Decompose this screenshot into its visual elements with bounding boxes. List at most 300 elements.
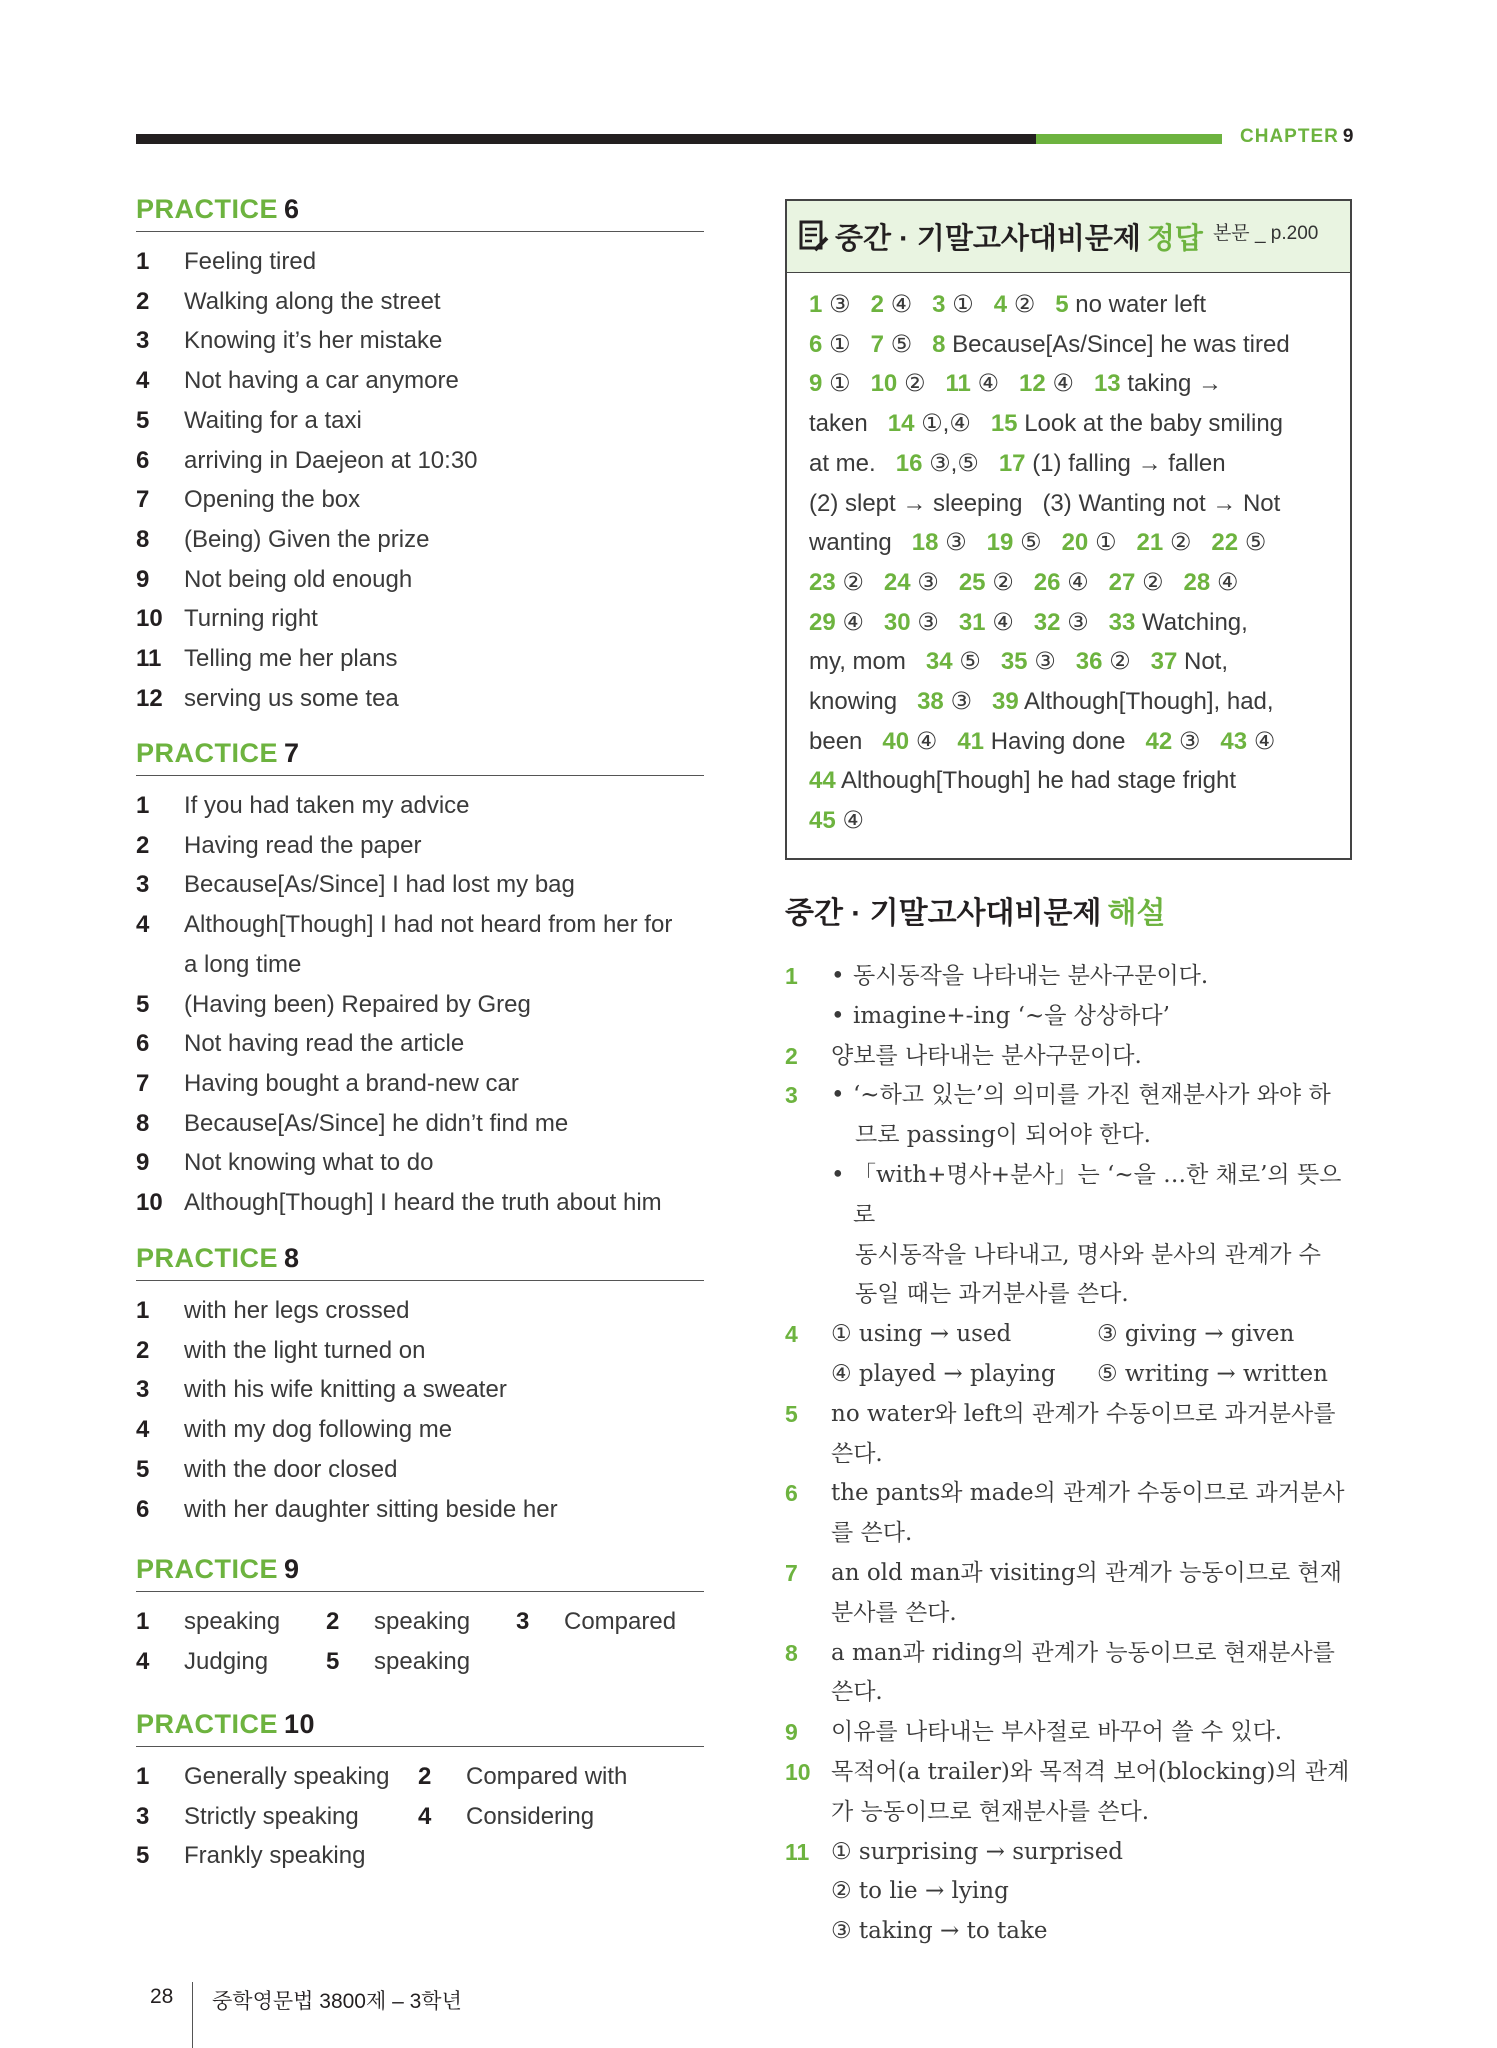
answer-number: 38	[917, 688, 944, 716]
solution-row	[785, 1156, 1355, 1236]
chapter-label: CHAPTER 9	[1240, 126, 1355, 147]
answer-number: 28	[1183, 568, 1211, 596]
solution-number	[785, 1872, 831, 1912]
item-text: Considering	[466, 1802, 595, 1830]
answer-number: 34	[925, 648, 953, 676]
answer-value: ④	[915, 727, 938, 755]
answer-number: 30	[883, 608, 911, 636]
answer-line	[809, 285, 1330, 325]
list-item	[136, 321, 704, 361]
item-text: If you had taken my advice	[184, 792, 470, 819]
answer-line	[809, 563, 1330, 603]
solution-row	[785, 1594, 1355, 1634]
answer-line	[809, 404, 1330, 444]
answer-number: 11	[945, 370, 971, 398]
answer-line	[809, 325, 1330, 365]
list-item	[136, 599, 704, 639]
header-rule-green	[1036, 134, 1222, 144]
answer-value: taking →	[1127, 370, 1223, 398]
list-item	[136, 1642, 326, 1682]
answer-value: ②	[903, 370, 926, 398]
answer-line	[809, 722, 1330, 762]
answer-value: ①	[952, 291, 974, 318]
list-item	[418, 1797, 704, 1837]
solution-row	[785, 1753, 1355, 1793]
answer-value: at me.	[809, 449, 876, 477]
item-text: Not having read the article	[184, 1030, 465, 1058]
answer-number: 8	[932, 330, 946, 358]
indent	[831, 1116, 855, 1156]
item-text: Judging	[184, 1647, 269, 1675]
solution-row	[785, 1116, 1355, 1156]
item-text: with his wife knitting a sweater	[184, 1376, 507, 1404]
answer-line	[809, 364, 1330, 404]
item-text: Strictly speaking	[184, 1802, 359, 1830]
list-item	[136, 1450, 704, 1490]
solution-text: 동시동작을 나타내는 분사구문이다.	[853, 963, 1209, 989]
solution-number	[785, 1156, 831, 1236]
answer-number: 17	[998, 449, 1026, 477]
item-text: serving us some tea	[184, 684, 399, 712]
answer-value: ②	[1109, 648, 1131, 676]
list-item	[136, 1104, 704, 1144]
item-text: (Having been) Repaired by Greg	[184, 990, 531, 1018]
answer-value: ④	[1052, 370, 1074, 398]
solution-row	[785, 1236, 1355, 1276]
list-item	[136, 242, 704, 282]
answer-key-page-ref: 본문 _ p.200	[1212, 223, 1319, 244]
solution-row	[785, 1673, 1355, 1713]
item-text: Waiting for a taxi	[184, 406, 362, 434]
answer-value: ⑤	[959, 648, 981, 676]
solution-text: 분사를 쓴다.	[831, 1599, 957, 1626]
list-item	[136, 905, 704, 945]
solution-text: ④ played → playing	[831, 1360, 1056, 1387]
answer-value: ④	[977, 370, 1000, 398]
answer-key-title: 중간 · 기말고사대비문제 정답	[835, 223, 1203, 255]
answer-number: 15	[990, 410, 1018, 438]
answer-value: ③	[917, 608, 939, 636]
solution-number	[785, 1355, 831, 1395]
practice-9-list	[136, 1602, 704, 1681]
answer-line	[809, 801, 1330, 841]
solution-number: 11	[785, 1838, 810, 1865]
item-number: 7	[136, 1069, 150, 1097]
answer-number: 32	[1033, 608, 1061, 636]
practice-6-title: PRACTICE 6	[136, 194, 704, 232]
solution-row	[785, 1514, 1355, 1554]
solution-number: 6	[785, 1480, 798, 1507]
practice-10-list	[136, 1757, 704, 1876]
answer-value: ④	[842, 807, 864, 835]
solution-number	[785, 1275, 831, 1315]
bullet: •	[831, 1082, 845, 1109]
item-number	[136, 945, 184, 985]
list-item	[326, 1602, 516, 1642]
solution-row	[785, 1037, 1355, 1077]
list-item	[136, 1291, 704, 1331]
solution-number	[785, 1673, 831, 1713]
list-item	[136, 865, 704, 905]
list-item	[136, 1064, 704, 1104]
solution-text: imagine+-ing ‘~을 상상하다’	[853, 1002, 1170, 1029]
list-item	[136, 282, 704, 322]
item-number: 11	[136, 645, 162, 673]
solution-row	[785, 957, 1355, 997]
item-number: 3	[136, 327, 150, 355]
solution-text: 쓴다.	[831, 1440, 883, 1467]
solution-text: 가 능동이므로 현재분사를 쓴다.	[831, 1798, 1150, 1825]
practice-10	[136, 1709, 704, 1876]
answer-value: Not,	[1184, 648, 1229, 676]
item-number: 10	[136, 605, 163, 633]
solution-number: 9	[785, 1719, 798, 1746]
item-text: Although[Though] I had not heard from her for	[184, 911, 673, 939]
item-number: 1	[136, 248, 150, 275]
answer-value: (2) slept → sleeping (3) Wanting not → Not	[809, 489, 1281, 517]
item-text: Having bought a brand-new car	[184, 1069, 519, 1097]
item-text: speaking	[374, 1647, 471, 1675]
answer-number: 12	[1019, 370, 1046, 398]
answer-number: 10	[870, 370, 898, 398]
list-item	[136, 1331, 704, 1371]
solution-text: 목적어(a trailer)와 목적격 보어(blocking)의 관계	[831, 1758, 1350, 1785]
solution-row	[785, 1395, 1355, 1435]
answer-value: ②	[992, 568, 1014, 596]
item-text: Frankly speaking	[184, 1842, 366, 1870]
solution-text: 동시동작을 나타내고, 명사와 분사의 관계가 수	[855, 1241, 1322, 1268]
item-number: 5	[326, 1647, 340, 1675]
item-number: 1	[136, 792, 150, 819]
item-number: 8	[136, 525, 150, 553]
answer-number: 18	[911, 529, 939, 557]
answer-value: ②	[1142, 568, 1164, 596]
answer-key-header	[787, 201, 1350, 273]
item-text: with the light turned on	[184, 1336, 426, 1364]
answer-line	[809, 761, 1330, 801]
item-number: 10	[136, 1189, 163, 1217]
item-text: Because[As/Since] he didn’t find me	[184, 1109, 569, 1137]
answer-number: 13	[1093, 370, 1121, 398]
answer-value: ②	[1169, 529, 1192, 557]
answer-value: wanting	[809, 529, 892, 557]
solution-row	[785, 1435, 1355, 1475]
answer-number: 2	[870, 291, 884, 318]
solution-text: 양보를 나타내는 분사구문이다.	[831, 1042, 1142, 1069]
item-text: with my dog following me	[184, 1416, 453, 1444]
item-text: Not being old enough	[184, 565, 413, 593]
solution-text: ‘~하고 있는’의 의미를 가진 현재분사가 와야 하	[853, 1082, 1331, 1109]
solution-text: ② to lie → lying	[831, 1878, 1009, 1905]
solution-number: 4	[785, 1321, 798, 1348]
solution-number	[785, 1116, 831, 1156]
answer-number: 43	[1220, 727, 1248, 755]
item-number: 5	[136, 406, 150, 434]
solution-number: 5	[785, 1400, 798, 1427]
item-text: Opening the box	[184, 486, 361, 514]
answer-number: 27	[1108, 568, 1136, 596]
list-item	[326, 1642, 516, 1682]
item-text: Compared	[564, 1608, 677, 1635]
answer-value: ④	[890, 291, 913, 318]
item-number: 2	[326, 1608, 340, 1635]
item-text: Turning right	[184, 605, 318, 633]
item-number: 5	[136, 1455, 150, 1483]
answer-value: (1) falling → fallen	[1032, 449, 1226, 477]
answer-line	[809, 444, 1330, 484]
list-item	[136, 945, 704, 985]
bullet: •	[831, 1161, 845, 1188]
answer-number: 4	[993, 291, 1008, 318]
solution-text: 이유를 나타내는 부사절로 바꾸어 쓸 수 있다.	[831, 1719, 1283, 1746]
header-rule-dark	[136, 134, 1036, 144]
item-number: 3	[136, 1376, 150, 1404]
solution-text: 동일 때는 과거분사를 쓴다.	[855, 1281, 1129, 1308]
solution-number	[785, 1435, 831, 1475]
answer-value: my, mom	[809, 648, 906, 676]
list-item	[136, 1183, 704, 1223]
item-text: with her legs crossed	[184, 1297, 410, 1324]
item-number: 1	[136, 1763, 150, 1790]
answer-line	[809, 523, 1330, 563]
item-number: 4	[136, 1647, 150, 1675]
item-number: 5	[136, 1842, 150, 1870]
list-item	[136, 985, 704, 1025]
solution-number	[785, 1594, 831, 1634]
answer-number: 26	[1033, 568, 1061, 596]
list-item	[136, 401, 704, 441]
item-number: 2	[418, 1763, 432, 1790]
solution-text: the pants와 made의 관계가 수동이므로 과거분사	[831, 1480, 1345, 1507]
solution-number: 2	[785, 1042, 798, 1069]
list-item	[136, 1024, 704, 1064]
solution-number	[785, 1514, 831, 1554]
answer-value: ④	[842, 608, 864, 636]
list-item	[136, 1490, 704, 1530]
answer-value: ③	[1178, 727, 1201, 755]
answer-number: 44	[809, 767, 836, 795]
practice-10-title: PRACTICE 10	[136, 1709, 704, 1747]
item-number: 3	[516, 1608, 530, 1635]
answer-number: 41	[957, 727, 985, 755]
item-number: 6	[136, 1030, 150, 1058]
answer-number: 6	[809, 330, 823, 358]
answer-number: 42	[1145, 727, 1173, 755]
answer-number: 36	[1075, 648, 1103, 676]
item-text: arriving in Daejeon at 10:30	[184, 446, 478, 474]
solution-number: 8	[785, 1639, 798, 1666]
bullet: •	[831, 963, 845, 989]
item-text: Compared with	[466, 1763, 628, 1790]
solution-text: an old man과 visiting의 관계가 능동이므로 현재	[831, 1559, 1342, 1586]
item-number: 9	[136, 1149, 150, 1177]
list-item	[136, 786, 704, 826]
item-number: 3	[136, 871, 150, 899]
solution-row	[785, 1554, 1355, 1594]
item-number: 6	[136, 1495, 150, 1523]
answer-value: Watching,	[1142, 608, 1248, 636]
list-item	[136, 1143, 704, 1183]
item-text: with her daughter sitting beside her	[184, 1495, 558, 1523]
practice-7	[136, 738, 704, 1223]
answer-line	[809, 484, 1330, 524]
solution-text: 「with+명사+분사」는 ‘~을 …한 채로’의 뜻으로	[853, 1161, 1342, 1228]
answer-number: 1	[809, 291, 823, 318]
solution-number: 7	[785, 1559, 798, 1586]
notebook-pencil-icon	[799, 220, 829, 254]
solution-row	[785, 1315, 1355, 1355]
item-number: 7	[136, 486, 150, 514]
solution-number	[785, 1236, 831, 1276]
item-text: with the door closed	[184, 1455, 398, 1483]
answer-value: ⑤	[1244, 529, 1267, 557]
list-item	[136, 560, 704, 600]
solution-text: ① surprising → surprised	[831, 1838, 1124, 1865]
practice-9-title: PRACTICE 9	[136, 1554, 704, 1592]
list-item	[136, 361, 704, 401]
answer-value: ③,⑤	[929, 449, 979, 477]
list-item	[136, 1410, 704, 1450]
answer-value: ①	[1094, 529, 1117, 557]
answer-value: ③	[945, 529, 967, 557]
solution-text: ③ giving → given	[1097, 1321, 1295, 1348]
item-number: 4	[136, 367, 150, 395]
item-text: (Being) Given the prize	[184, 525, 430, 553]
solution-row	[785, 1912, 1355, 1952]
practice-6	[136, 194, 704, 718]
item-number: 9	[136, 565, 150, 593]
answer-number: 23	[809, 568, 836, 596]
answer-key-body	[787, 273, 1350, 841]
answer-number: 3	[932, 291, 946, 318]
solution-text: 를 쓴다.	[831, 1520, 913, 1547]
item-number: 2	[136, 287, 150, 315]
solution-row	[785, 1474, 1355, 1514]
answer-line	[809, 603, 1330, 643]
item-text: a long time	[184, 950, 302, 978]
list-item	[136, 1370, 704, 1410]
answer-number: 35	[1000, 648, 1028, 676]
solution-text: no water와 left의 관계가 수동이므로 과거분사를	[831, 1400, 1336, 1427]
list-item	[136, 1602, 326, 1642]
practice-9	[136, 1554, 704, 1681]
solution-row	[785, 1275, 1355, 1315]
indent	[831, 1275, 855, 1315]
item-number: 4	[136, 911, 150, 939]
solution-text: 므로 passing이 되어야 한다.	[855, 1122, 1151, 1149]
answer-number: 37	[1150, 648, 1178, 676]
answer-number: 39	[991, 688, 1019, 716]
solution-number: 1	[785, 963, 798, 989]
item-number: 1	[136, 1608, 150, 1635]
solution-row	[785, 1076, 1355, 1116]
answer-value: ①	[829, 330, 851, 358]
solution-row	[785, 1793, 1355, 1833]
item-number: 2	[136, 831, 150, 859]
solution-row	[785, 1833, 1355, 1873]
answer-value: knowing	[809, 688, 898, 716]
answer-value: ③	[950, 688, 972, 716]
answer-value: Having done	[990, 727, 1126, 755]
item-text: Because[As/Since] I had lost my bag	[184, 871, 575, 899]
answer-value: ①,④	[921, 410, 971, 438]
answer-value: ②	[842, 568, 864, 596]
solution-number	[785, 1793, 831, 1833]
answer-number: 7	[870, 330, 884, 358]
answer-value: Because[As/Since] he was tired	[952, 330, 1290, 358]
item-text: Not having a car anymore	[184, 367, 459, 395]
answer-key-box	[785, 199, 1352, 860]
answer-value: ③	[1067, 608, 1089, 636]
solutions-title: 중간 · 기말고사대비문제 해설	[785, 897, 1166, 930]
solution-row	[785, 1872, 1355, 1912]
item-number: 4	[418, 1802, 432, 1830]
item-number: 6	[136, 446, 150, 474]
solution-row	[785, 1355, 1355, 1395]
answer-line	[809, 642, 1330, 682]
answer-value: ⑤	[890, 330, 913, 358]
list-item	[136, 1836, 418, 1876]
solution-text: ① using → used	[831, 1321, 1012, 1348]
item-text: Knowing it’s her mistake	[184, 327, 443, 355]
answer-value: ①	[829, 370, 851, 398]
answer-number: 16	[895, 449, 923, 477]
item-number: 4	[136, 1416, 150, 1444]
answer-number: 9	[809, 370, 823, 398]
solution-number	[785, 997, 831, 1037]
list-item	[136, 520, 704, 560]
answer-value: ④	[1253, 727, 1276, 755]
practice-8	[136, 1243, 704, 1529]
solution-row	[785, 997, 1355, 1037]
answer-value: Although[Though], had,	[1024, 688, 1274, 716]
answer-number: 14	[887, 410, 915, 438]
list-item	[136, 826, 704, 866]
solution-text: ③ taking → to take	[831, 1918, 1048, 1945]
list-item	[136, 639, 704, 679]
list-item	[418, 1757, 704, 1797]
practice-8-list	[136, 1291, 704, 1529]
answer-number: 22	[1211, 529, 1239, 557]
list-item	[516, 1602, 704, 1642]
item-text: Feeling tired	[184, 248, 317, 275]
item-text: Not knowing what to do	[184, 1149, 434, 1177]
chapter-number: 9	[1342, 126, 1355, 147]
solutions-list	[785, 957, 1355, 1952]
item-text: Telling me her plans	[184, 645, 398, 673]
answer-number: 45	[809, 807, 836, 835]
practice-7-title: PRACTICE 7	[136, 738, 704, 776]
solution-number	[785, 1912, 831, 1952]
answer-number: 21	[1136, 529, 1164, 557]
answer-value: Although[Though] he had stage fright	[841, 767, 1237, 795]
answer-value: ⑤	[1020, 529, 1042, 557]
item-text: speaking	[184, 1608, 281, 1635]
solution-row	[785, 1713, 1355, 1753]
answer-value: taken	[809, 410, 868, 438]
solution-number: 3	[785, 1082, 798, 1109]
answer-line	[809, 682, 1330, 722]
answer-value: ④	[1067, 568, 1089, 596]
answer-number: 33	[1108, 608, 1136, 636]
answer-value: no water left	[1075, 291, 1207, 318]
answer-number: 20	[1061, 529, 1089, 557]
bullet: •	[831, 1002, 845, 1029]
answer-number: 24	[883, 568, 911, 596]
item-number: 5	[136, 990, 150, 1018]
item-number: 1	[136, 1297, 150, 1324]
answer-value: ③	[829, 291, 851, 318]
